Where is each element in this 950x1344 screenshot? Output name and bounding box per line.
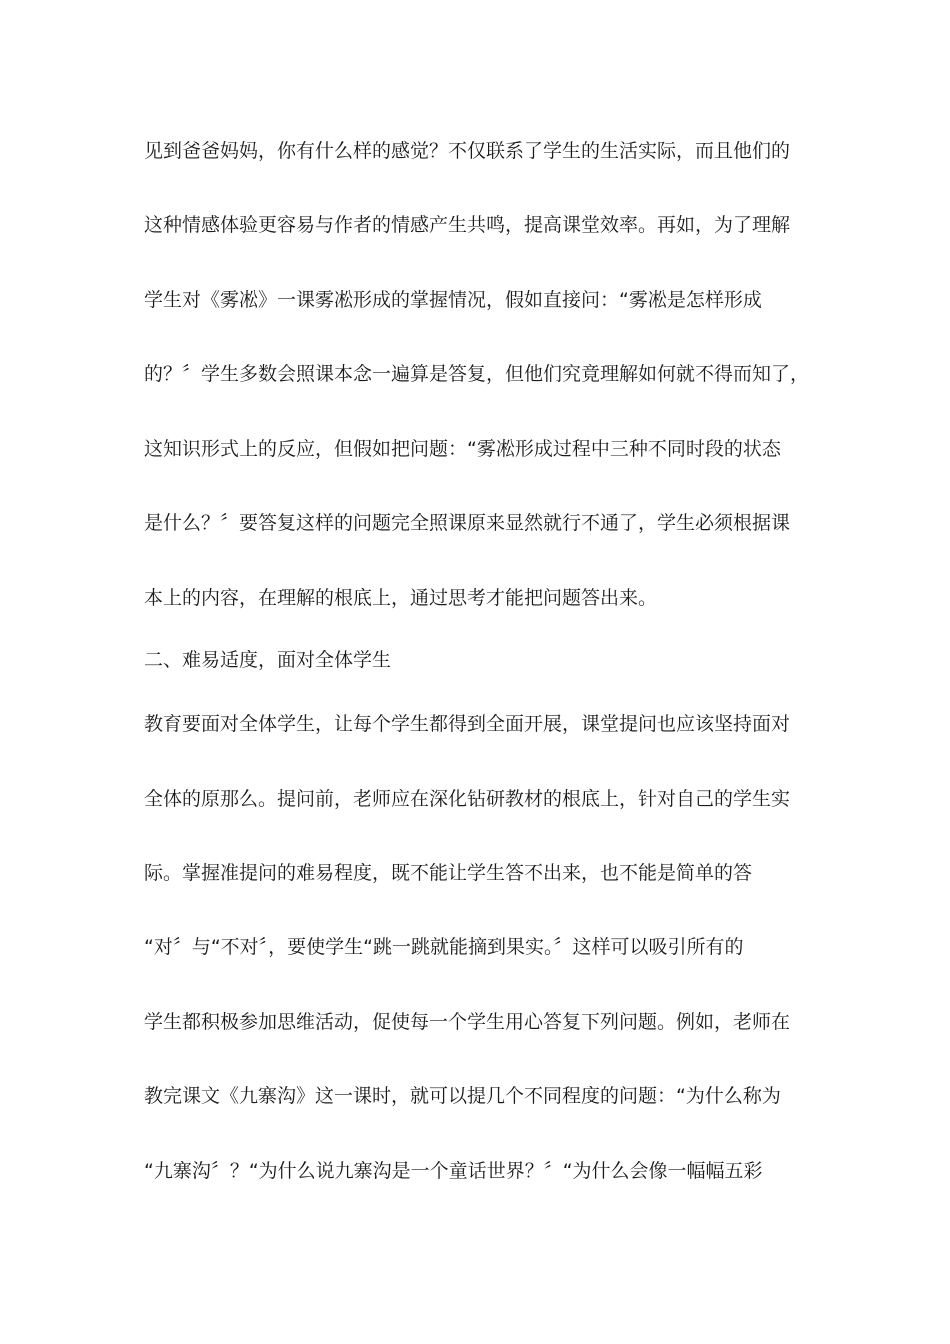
text-line: “对〞与“不对〞，要使学生“跳一跳就能摘到果实。〞这样可以吸引所有的 bbox=[144, 936, 744, 958]
text-line: 本上的内容，在理解的根底上，通过思考才能把问题答出来。 bbox=[144, 587, 658, 609]
text-line: 全体的原那么。提问前，老师应在深化钻研教材的根底上，针对自己的学生实 bbox=[144, 788, 791, 810]
text-line: 这种情感体验更容易与作者的情感产生共鸣，提高课堂效率。再如，为了理解 bbox=[144, 214, 791, 236]
text-line: 际。掌握准提问的难易程度，既不能让学生答不出来，也不能是简单的答 bbox=[144, 862, 753, 884]
text-line: 学生都积极参加思维活动，促使每一个学生用心答复下列问题。例如，老师在 bbox=[144, 1011, 791, 1033]
text-line: 教育要面对全体学生，让每个学生都得到全面开展，课堂提问也应该坚持面对 bbox=[144, 713, 791, 735]
text-line: 是什么？〞要答复这样的问题完全照课原来显然就行不通了，学生必须根据课 bbox=[144, 512, 791, 534]
text-line: 见到爸爸妈妈，你有什么样的感觉？不仅联系了学生的生活实际，而且他们的 bbox=[144, 140, 791, 162]
text-line: “九寨沟〞？“为什么说九寨沟是一个童话世界？〞“为什么会像一幅幅五彩 bbox=[144, 1160, 763, 1182]
text-line: 这知识形式上的反应，但假如把问题：“雾凇形成过程中三种不同时段的状态 bbox=[144, 438, 781, 460]
text-line: 的？〞学生多数会照课本念一遍算是答复，但他们究竟理解如何就不得而知了， bbox=[144, 363, 810, 385]
text-line: 教完课文《九寨沟》这一课时，就可以提几个不同程度的问题：“为什么称为 bbox=[144, 1085, 781, 1107]
text-line: 学生对《雾凇》一课雾凇形成的掌握情况，假如直接问：“雾凇是怎样形成 bbox=[144, 289, 762, 311]
section-heading: 二、难易适度，面对全体学生 bbox=[144, 649, 392, 671]
